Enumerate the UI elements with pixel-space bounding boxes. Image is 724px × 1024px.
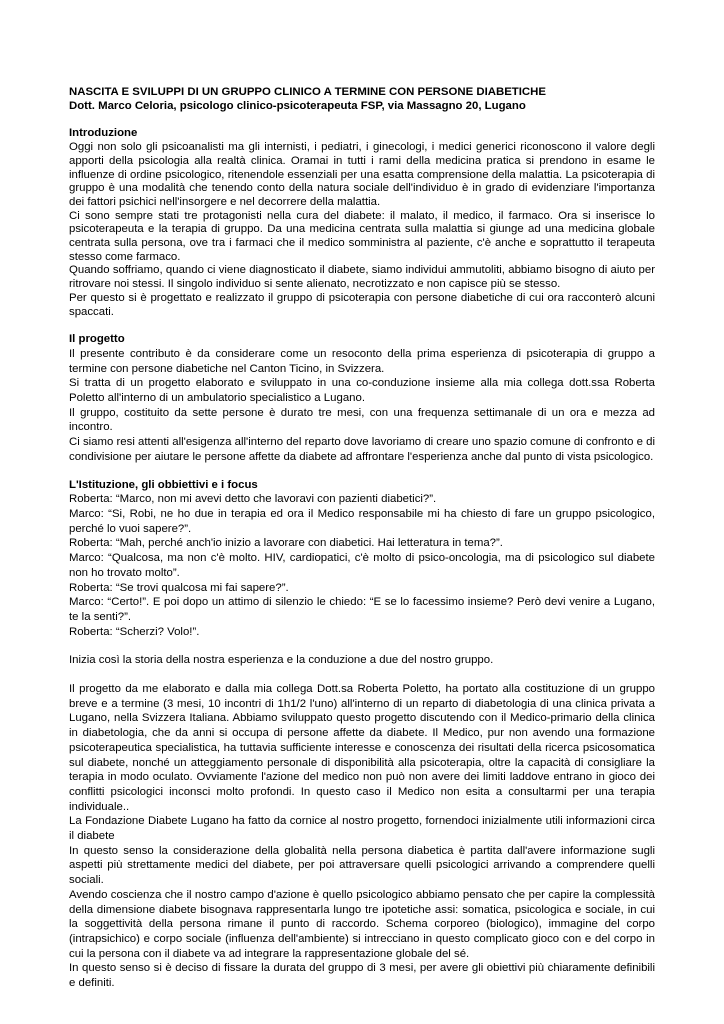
- paragraph: Oggi non solo gli psicoanalisti ma gli internisti, i pediatri, i ginecologi, i medici generici riconoscono il valore degli apporti della psicologia alla realtà clinica. Oramai in tutti i rami della medicina pratica si prendono in esame le influenze di ordine psicologico, ritenendole essenziali per una esatta comprensione della malattia. La psicoterapia di gruppo è una modalità che tenendo conto della natura sociale dell'individuo è in grado di evidenziare l'importanza dei fattori psichici nell'insorgere e nel decorrere della malattia.: [69, 141, 655, 208]
- document-page: [69, 86, 655, 991]
- dialogue-line: Marco: “Si, Robi, ne ho due in terapia ed ora il Medico responsabile mi ha chiesto di fare un gruppo psicologico, perché lo vuoi sapere?”.: [69, 507, 655, 535]
- document-title: NASCITA E SVILUPPI DI UN GRUPPO CLINICO A TERMINE CON PERSONE DIABETICHE: [69, 86, 546, 98]
- section-introduzione: [69, 127, 655, 319]
- paragraph: Per questo si è progettato e realizzato il gruppo di psicoterapia con persone diabetiche di cui ora racconterò alcuni spaccati.: [69, 291, 655, 318]
- paragraph: La Fondazione Diabete Lugano ha fatto da cornice al nostro progetto, fornendoci inizialmente utili informazioni circa il diabete: [69, 815, 655, 843]
- dialogue-line: Roberta: “Se trovi qualcosa mi fai sapere?”.: [69, 581, 289, 594]
- spacer: [69, 639, 655, 653]
- dialogue-line: Marco: “Qualcosa, ma non c'è molto. HIV, cardiopatici, c'è molto di psico-oncologia, ma di psicologico sul diabete non ho trovato molto”.: [69, 552, 655, 579]
- spacer: [69, 668, 655, 682]
- paragraph: Si tratta di un progetto elaborato e sviluppato in una co-conduzione insieme alla mia collega dott.ssa Roberta Poletto all'interno di un ambulatorio specialistico a Lugano.: [69, 377, 655, 405]
- section-progetto: [69, 333, 655, 464]
- dialogue-line: Roberta: “Scherzi? Volo!”.: [69, 625, 200, 638]
- document-author: Dott. Marco Celoria, psicologo clinico-psicoterapeuta FSP, via Massagno 20, Lugano: [69, 99, 526, 112]
- section-heading: L'Istituzione, gli obbiettivi e i focus: [69, 478, 258, 491]
- paragraph: Inizia così la storia della nostra esperienza e la conduzione a due del nostro gruppo.: [69, 654, 494, 667]
- paragraph: Il progetto da me elaborato e dalla mia collega Dott.sa Roberta Poletto, ha portato alla costituzione di un gruppo breve e a termine (3 mesi, 10 incontri di 1h1/2 l'uno) all'interno di un reparto di diabetologia di una clinica privata a Lugano, nella Svizzera Italiana. Abbiamo sviluppato questo progetto discutendo con il Medico-primario della clinica in diabetologia, che da anni si occupa di persone affette da diabete. Il Medico, pur non avendo una formazione psicoterapeutica specialistica, ha tuttavia sufficiente interesse e conoscenza dei risultati della ricerca psicosomatica sul diabete, nonché un atteggiamento personale di disponibilità alla psicoterapia, oltre la capacità di consigliare la terapia in modo oculato. Ovviamente l'azione del medico non può non avere dei limiti laddove entrano in gioco dei conflitti psicologici inconsci molto profondi. In questo caso il Medico non esita a consultarmi per una terapia individuale..: [69, 683, 655, 813]
- section-heading: Introduzione: [69, 127, 138, 140]
- paragraph: In questo senso la considerazione della globalità nella persona diabetica è partita dall'avere informazione sugli aspetti più strettamente medici del diabete, per poi attraversare quelli psicologici arrivando a comprendere quelli sociali.: [69, 844, 655, 887]
- section-istituzione: [69, 479, 655, 991]
- dialogue-line: Roberta: “Mah, perché anch'io inizio a lavorare con diabetici. Hai letteratura in tema?”.: [69, 537, 503, 550]
- paragraph: Ci sono sempre stati tre protagonisti nella cura del diabete: il malato, il medico, il farmaco. Ora si inserisce lo psicoterapeuta e la terapia di gruppo. Da una medicina centrata sulla malattia si giunge ad una medicina globale centrata sulla persona, ove tra i farmaci che il medico somministra al paziente, c'è anche e soprattutto il terapeuta stesso come farmaco.: [69, 209, 655, 263]
- paragraph: Avendo coscienza che il nostro campo d'azione è quello psicologico abbiamo pensato che per capire la complessità della dimensione diabete bisognava rappresentarla lungo tre ipotetiche assi: somatica, psicologica e sociale, in cui la soggettività della persona rimane il punto di raccordo. Schema corporeo (biologico), immagine del corpo (intrapsichico) e corpo sociale (influenza dell'ambiente) si intrecciano in questo complicato gioco con e del corpo in cui la persona con il diabete va ad integrare la rappresentazione globale del sé.: [69, 888, 655, 960]
- dialogue-line: Roberta: “Marco, non mi avevi detto che lavoravi con pazienti diabetici?”.: [69, 493, 437, 506]
- section-heading: Il progetto: [69, 333, 125, 346]
- paragraph: Quando soffriamo, quando ci viene diagnosticato il diabete, siamo individui ammutoliti, abbiamo bisogno di aiuto per ritrovare noi stessi. Il singolo individuo si sente alienato, necrotizzato e non capisce più se stesso.: [69, 264, 655, 291]
- spacer: [69, 319, 655, 333]
- paragraph: Il gruppo, costituito da sette persone è durato tre mesi, con una frequenza settimanale di un ora e mezza ad incontro.: [69, 406, 655, 434]
- paragraph: Il presente contributo è da considerare come un resoconto della prima esperienza di psicoterapia di gruppo a termine con persone diabetiche nel Canton Ticino, in Svizzera.: [69, 347, 655, 375]
- spacer: [69, 465, 655, 479]
- paragraph: In questo senso si è deciso di fissare la durata del gruppo di 3 mesi, per avere gli obiettivi più chiaramente definibili e definiti.: [69, 962, 655, 990]
- paragraph: Ci siamo resi attenti all'esigenza all'interno del reparto dove lavoriamo di creare uno spazio comune di confronto e di condivisione per aiutare le persone affette da diabete ad affrontare l'esperienza anche dal punto di vista psicologico.: [69, 436, 655, 463]
- dialogue-line: Marco: “Certo!”. E poi dopo un attimo di silenzio le chiedo: “E se lo facessimo insieme? Però devi venire a Lugano, te la senti?”.: [69, 596, 655, 623]
